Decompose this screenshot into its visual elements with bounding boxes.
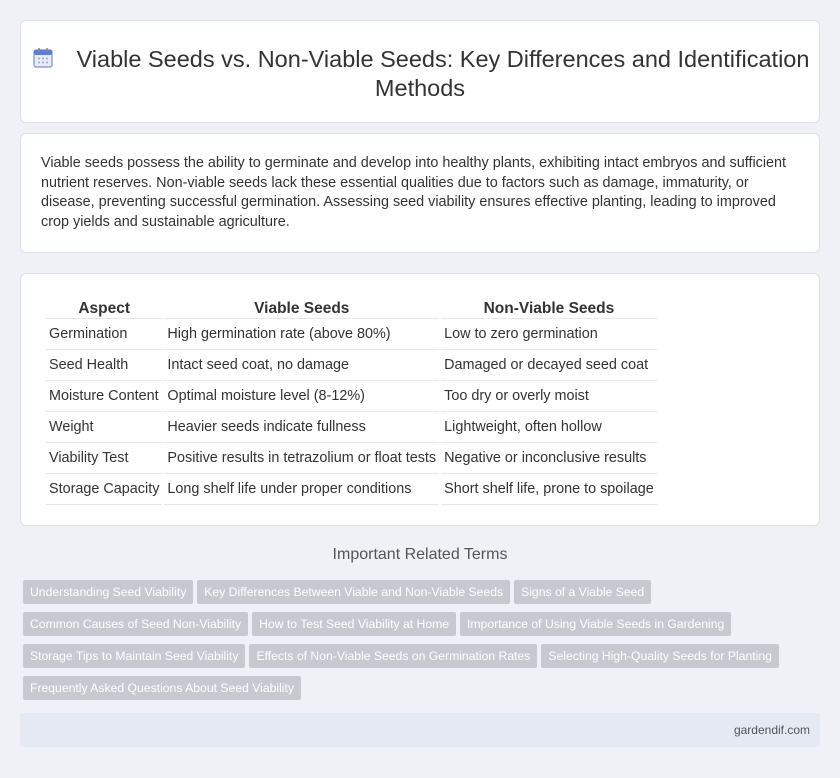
table-cell: Heavier seeds indicate fullness (164, 412, 439, 443)
table-row (46, 474, 657, 505)
calendar-icon (31, 46, 55, 70)
intro-card (20, 133, 820, 253)
header-viable-seeds: Viable Seeds (164, 296, 439, 319)
table-cell: Moisture Content (46, 381, 162, 412)
table-row (46, 319, 657, 350)
title-card (20, 20, 820, 123)
table-cell: Seed Health (46, 350, 162, 381)
table-cell: Optimal moisture level (8-12%) (164, 381, 439, 412)
table-cell: Storage Capacity (46, 474, 162, 505)
table-cell: Lightweight, often hollow (441, 412, 657, 443)
related-tag[interactable]: Importance of Using Viable Seeds in Gardening (460, 612, 731, 636)
table-row (46, 350, 657, 381)
related-tag[interactable]: Understanding Seed Viability (23, 580, 193, 604)
table-cell: Low to zero germination (441, 319, 657, 350)
related-tag[interactable]: Key Differences Between Viable and Non-Viable Seeds (197, 580, 510, 604)
related-tag[interactable]: How to Test Seed Viability at Home (252, 612, 456, 636)
related-tag[interactable]: Signs of a Viable Seed (514, 580, 651, 604)
table-cell: Weight (46, 412, 162, 443)
table-cell: Negative or inconclusive results (441, 443, 657, 474)
table-row (46, 381, 657, 412)
table-row (46, 443, 657, 474)
table-cell: Intact seed coat, no damage (164, 350, 439, 381)
footer (20, 713, 820, 747)
page-title: Viable Seeds vs. Non-Viable Seeds: Key Differences and Identification Methods (76, 46, 810, 101)
table-cell: Positive results in tetrazolium or float tests (164, 443, 439, 474)
related-tag[interactable]: Storage Tips to Maintain Seed Viability (23, 644, 245, 668)
table-cell: Viability Test (46, 443, 162, 474)
table-row (46, 412, 657, 443)
table-card (20, 273, 820, 526)
related-tag[interactable]: Frequently Asked Questions About Seed Viability (23, 676, 301, 700)
related-tag[interactable]: Common Causes of Seed Non-Viability (23, 612, 248, 636)
table-cell: Damaged or decayed seed coat (441, 350, 657, 381)
header-aspect: Aspect (46, 296, 162, 319)
header-non-viable-seeds: Non-Viable Seeds (441, 296, 657, 319)
comparison-table (44, 296, 659, 505)
table-cell: Long shelf life under proper conditions (164, 474, 439, 505)
table-cell: High germination rate (above 80%) (164, 319, 439, 350)
table-cell: Short shelf life, prone to spoilage (441, 474, 657, 505)
footer-site-link[interactable]: gardendif.com (733, 723, 810, 737)
table-cell: Too dry or overly moist (441, 381, 657, 412)
related-tag[interactable]: Selecting High-Quality Seeds for Planting (541, 644, 779, 668)
page-title-row (21, 45, 819, 103)
related-terms-heading: Important Related Terms (332, 546, 508, 563)
related-terms-tags (23, 580, 823, 708)
table-cell: Germination (46, 319, 162, 350)
table-header-row (46, 296, 657, 319)
intro-paragraph: Viable seeds possess the ability to germinate and develop into healthy plants, exhibiting intact embryos and sufficient nutrient reserves. Non-viable seeds lack these essential qualities due to factors such as damage, immaturity, or disease, preventing successful germination. Assessing seed viability ensures effective planting, leading to improved crop yields and sustainable agriculture. (41, 155, 787, 230)
related-tag[interactable]: Effects of Non-Viable Seeds on Germination Rates (249, 644, 537, 668)
